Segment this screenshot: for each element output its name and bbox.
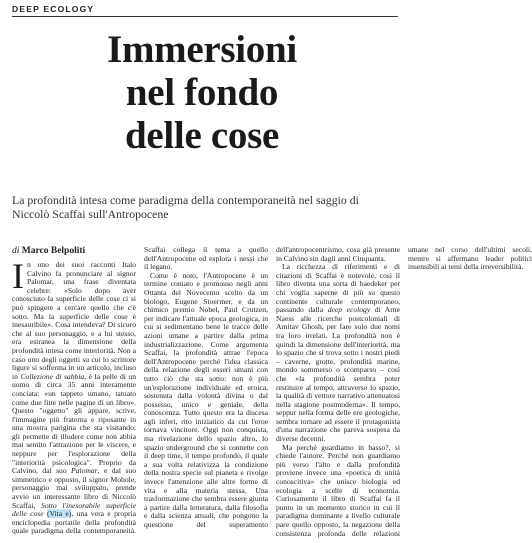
headline-line-3: delle cose (124, 114, 280, 157)
article-deck: La profondità intesa come paradigma della contemporaneità nel saggio di Niccolò Scaffai sull'Antropocene (12, 193, 359, 221)
paragraph-4: Ma perché guardiamo in basso?, si chiede l'autore. Perché non guardiamo più verso l'alto e dalla profondità proviene invece una «poetica di unità conoscitiva» che unisce biologia ed ecologia a scelte di economia. Curiosamente il libro di Scaffai fa il punto in un momento storico in cui il paradigma dominante a livello culturale pare quello opposto, la negazione della consistenza profonda delle relazioni umane nel corso dell'ultimi secoli, mentre si affermano leader politici insensibili ai temi della irreversibilità. (276, 245, 532, 538)
p1-rest: , è la pelle di un uomo di circa 35 anni interamente conciata: «un tappeto umano, tatuato come due fitte nelle pagine di un libro». Questo "oggetto" gli appare, scrive, l'immagine più fraterna e riposante in una mostra parigina che sta visitando; gli permette di illudere come non abbia mai sentito l'attrazione per le viscere, e neppure per l'esplorazione della "interiorità psicologica". Proprio da Calvino, dal suo (12, 371, 136, 476)
paragraph-2: Come è noto, l'Antropocene è un termine coniato e promosso negli anni Ottanta del Novecento scelto da un biologo, Eugene Stoermer, e da un chimico premio Nobel, Paul Crutzen, per indicare l'attuale epoca geologica, in cui si sedimentano bene le tracce delle azioni umane a partire dalla prima industrializzazione. Come argomenta Scaffai, la profondità attrae l'epoca dell'Antropocene perché l'idea classica della relazione degli esseri umani con tutto ciò che sta sotto: non è più un'esplorazione individuale ed eroica, sostenuta dalla volontà divina o dal possesso, unico e geniale, della conoscenza. Tutto questo era la discesa agli inferi, rito iniziatico da cui l'eroe tornava vincitore. Oggi non conquista, ma rivelazione dello spazio altro, lo spazio underground che si connette con il deep time, il tempo profondo, il quale a sua volta relativizza la condizione della nostra specie sul pianeta e rivolge invece l'attenzione alle altre forme di vita e alla materia stessa. Una trasformazione che sembra essere giunta a partire dalla letteratura, dalla filosofia e dalla scienza attuali, che pongono la questione del superamento dell'antropocentrismo, cosa già presente in Calvino sin dagli anni Cinquanta. (144, 245, 400, 529)
headline-line-2: nel fondo (125, 71, 279, 114)
p1-rest-2: , e dal suo simmetrico e opposto, il signor Mohole, personaggio mai sviluppato, prende avvio un interessante libro di Niccolò Scaffai, (12, 466, 136, 510)
headline-line-1: Immersioni (107, 28, 297, 71)
byline-author: Marco Belpoliti (21, 246, 86, 256)
p1-palomar: Palomar (71, 466, 98, 476)
headline (0, 28, 404, 157)
p3-rest: di Arne Naess alle ricerche postcoloniali di Amitav Ghosh, per fare solo due nomi tra loro irrelati. La profondità non è quindi la dimensione dell'interiorità, ma lo spazio che si trova sotto i nostri piedi – caverne, grotte, profondità marine, mondo sommerso o scomparso – così che «la profondità sembra poter restituire al tempo, attraverso lo spazio, la qualità di vettore narrativo attenuatosi nella stagione postmoderna». Il tempo, seppur nella forma delle ere geologiche, sembra tornare ad essere il protagonista d'una narrazione che pareva sospesa da diverse decenni. (276, 305, 400, 444)
byline (12, 246, 136, 257)
byline-prefix: di (12, 246, 20, 256)
article-body (12, 245, 532, 540)
p1-book-title: Collezione di sabbia (20, 371, 85, 381)
p1-scaffai-title: Sotto l'inesorabile superficie delle cose (12, 500, 136, 519)
p3-deep-ecology: deep ecology (327, 305, 371, 315)
p1-end: , una vera e propria enciclopedia portatile della profondità quale paradigma della contemporaneità. Scaffai collega il tema a quello dell'Antropocene ed esplora i nessi che il legano. (12, 245, 268, 536)
drop-cap: I (12, 256, 24, 296)
highlighted-publisher: (Vita e) (46, 509, 72, 519)
p1-lead: n uno dei suoi racconti Italo Calvino fa pronunciare al signor Palomar, una frase diventata celebre: «Solo dopo aver conosciuto la superficie delle cose ci si può spingere a cercare quello che c'è sotto. Ma la superficie delle cose è inesauribile». Cosa intendeva? Di sicuro che al suo personaggio, e a lui stesso, era estranea la dimensione della profondità intesa come interiorità. Non a caso uno degli oggetti su cui lo scrittore ligure si sofferma in un articolo, incluso in (12, 260, 136, 381)
p3-lead: La ricchezza di riferimenti e di citazioni di Scaffai è notevole, così il libro diventa una sorta di baedeker per chi voglia saperne di più su questo continente culturale contemporaneo, passando dalla (276, 262, 400, 315)
paragraph-3 (276, 263, 400, 443)
top-rule (12, 16, 398, 17)
section-label: DEEP ECOLOGY (12, 4, 95, 14)
